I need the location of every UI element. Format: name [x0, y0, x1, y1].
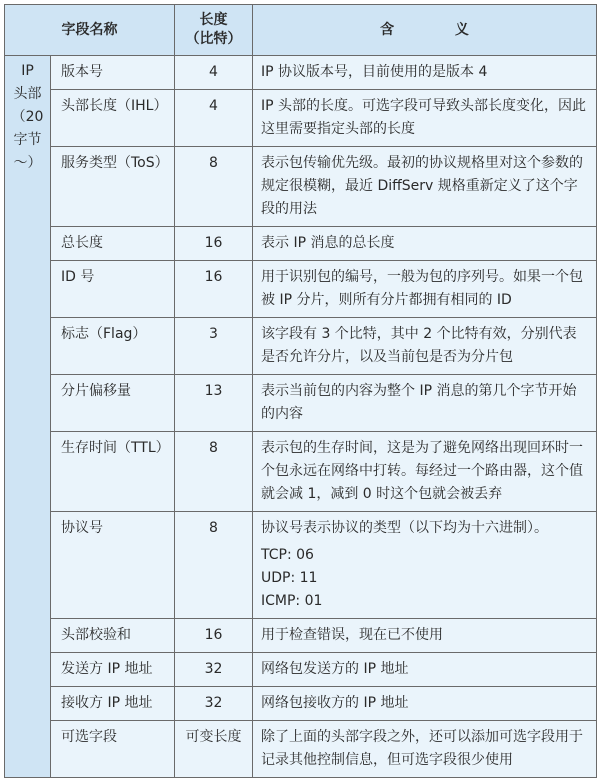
field-meaning-cell: 除了上面的头部字段之外，还可以添加可选字段用于记录其他控制信息，但可选字段很少使用 [253, 721, 597, 778]
header-length-line2: （比特） [185, 31, 242, 47]
protocol-code-list [261, 544, 588, 613]
field-name-cell: 标志（Flag） [51, 318, 175, 375]
group-label-line: 头部 [13, 86, 42, 102]
group-label-line: 字节 [13, 132, 42, 148]
field-length-cell: 8 [175, 147, 253, 227]
header-meaning [253, 5, 597, 56]
field-name-cell: 接收方 IP 地址 [51, 687, 175, 721]
table-row [5, 512, 597, 619]
header-meaning-label: 含 义 [380, 21, 497, 38]
table-row [5, 147, 597, 227]
group-label-line: （20 [11, 109, 44, 125]
ip-header-fields-table [4, 4, 597, 778]
field-length-cell: 16 [175, 261, 253, 318]
field-length-cell: 13 [175, 375, 253, 432]
field-meaning-cell: IP 头部的长度。可选字段可导致头部长度变化，因此这里需要指定头部的长度 [253, 90, 597, 147]
field-meaning-cell: 用于检查错误，现在已不使用 [253, 619, 597, 653]
field-name-cell: 可选字段 [51, 721, 175, 778]
field-meaning-cell: 网络包接收方的 IP 地址 [253, 687, 597, 721]
field-length-cell: 3 [175, 318, 253, 375]
field-length-cell: 8 [175, 432, 253, 512]
group-label-line: ～） [13, 155, 42, 171]
field-length-cell: 32 [175, 653, 253, 687]
table-row [5, 56, 597, 90]
field-length-cell: 8 [175, 512, 253, 619]
field-meaning-cell: 该字段有 3 个比特，其中 2 个比特有效，分别代表是否允许分片，以及当前包是否为分片包 [253, 318, 597, 375]
field-meaning-cell: 表示当前包的内容为整个 IP 消息的第几个字节开始的内容 [253, 375, 597, 432]
field-meaning-cell: 表示包传输优先级。最初的协议规格里对这个参数的规定很模糊，最近 DiffServ 规格重新定义了这个字段的用法 [253, 147, 597, 227]
table-row [5, 619, 597, 653]
table-row [5, 90, 597, 147]
table-row [5, 318, 597, 375]
protocol-code-icmp: ICMP: 01 [261, 593, 323, 609]
field-length-cell: 4 [175, 90, 253, 147]
field-meaning-cell: 用于识别包的编号，一般为包的序列号。如果一个包被 IP 分片，则所有分片都拥有相同的 ID [253, 261, 597, 318]
header-length [175, 5, 253, 56]
table-row [5, 653, 597, 687]
field-meaning-cell: 网络包发送方的 IP 地址 [253, 653, 597, 687]
field-meaning-cell: IP 协议版本号，目前使用的是版本 4 [253, 56, 597, 90]
field-name-cell: 发送方 IP 地址 [51, 653, 175, 687]
field-name-cell: 分片偏移量 [51, 375, 175, 432]
field-name-cell: 头部长度（IHL） [51, 90, 175, 147]
field-name-cell: 版本号 [51, 56, 175, 90]
ip-header-group-cell [5, 56, 51, 778]
field-length-cell: 可变长度 [175, 721, 253, 778]
header-length-line1: 长度 [199, 12, 228, 28]
table-row [5, 432, 597, 512]
field-meaning-cell: 表示 IP 消息的总长度 [253, 227, 597, 261]
field-meaning-cell: 表示包的生存时间，这是为了避免网络出现回环时一个包永远在网络中打转。每经过一个路由器，这个值就会减 1，减到 0 时这个包就会被丢弃 [253, 432, 597, 512]
table-row [5, 227, 597, 261]
field-meaning-cell [253, 512, 597, 619]
protocol-code-tcp: TCP: 06 [261, 547, 314, 563]
protocol-meaning-text: 协议号表示协议的类型（以下均为十六进制）。 [261, 520, 548, 536]
field-name-cell: 头部校验和 [51, 619, 175, 653]
header-field-name: 字段名称 [5, 5, 175, 56]
field-length-cell: 32 [175, 687, 253, 721]
field-length-cell: 16 [175, 619, 253, 653]
table-row [5, 375, 597, 432]
table-row [5, 721, 597, 778]
field-name-cell: ID 号 [51, 261, 175, 318]
field-name-cell: 总长度 [51, 227, 175, 261]
ip-header-table-container [4, 4, 596, 778]
field-name-cell: 协议号 [51, 512, 175, 619]
table-row [5, 261, 597, 318]
group-label-line: IP [21, 63, 34, 79]
field-name-cell: 服务类型（ToS） [51, 147, 175, 227]
field-name-cell: 生存时间（TTL） [51, 432, 175, 512]
table-row [5, 687, 597, 721]
table-header-row [5, 5, 597, 56]
protocol-code-udp: UDP: 11 [261, 570, 318, 586]
field-length-cell: 4 [175, 56, 253, 90]
field-length-cell: 16 [175, 227, 253, 261]
